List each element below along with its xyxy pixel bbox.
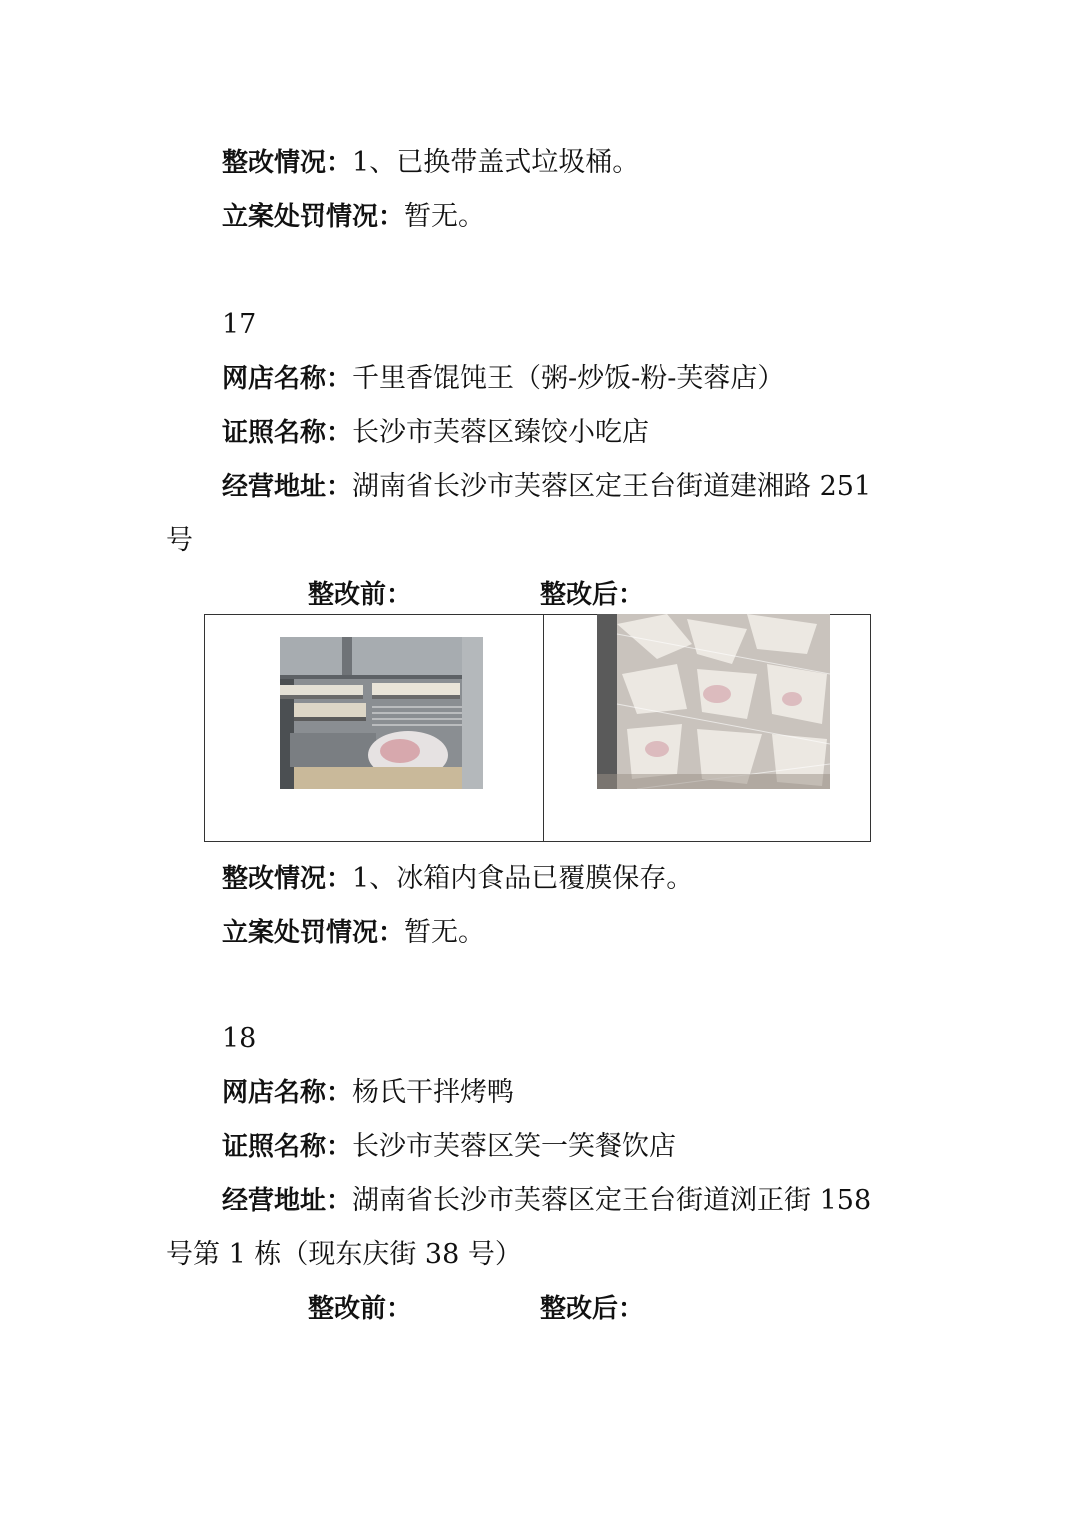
- penalty-label: 立案处罚情况：: [222, 918, 405, 948]
- shop-name-line: [222, 364, 784, 394]
- table-divider: [543, 615, 544, 841]
- shop-name-line: [222, 1078, 514, 1108]
- penalty-value: 暂无。: [404, 917, 486, 948]
- license-line: [222, 418, 649, 448]
- license-value: 长沙市芙蓉区臻饺小吃店: [352, 417, 650, 448]
- rectification-value: 1、冰箱内食品已覆膜保存。: [352, 863, 694, 894]
- address-label: 经营地址：: [222, 472, 353, 502]
- rectification-line: [222, 864, 693, 894]
- penalty-label: 立案处罚情况：: [222, 202, 405, 232]
- shop-name-label: 网店名称：: [222, 1078, 353, 1108]
- rectification-label: 整改情况：: [222, 148, 353, 178]
- address-value: 湖南省长沙市芙蓉区定王台街道建湘路 251: [352, 471, 872, 502]
- address-line: [222, 472, 871, 502]
- after-photo: [597, 614, 830, 789]
- rectification-value: 1、已换带盖式垃圾桶。: [352, 147, 640, 178]
- rectification-line: [222, 148, 639, 178]
- before-photo: [280, 637, 483, 789]
- address-continuation: 号: [166, 525, 193, 556]
- shop-name-value: 杨氏干拌烤鸭: [352, 1077, 515, 1108]
- license-label: 证照名称：: [222, 418, 353, 448]
- address-continuation: 号第 1 栋（现东庆街 38 号）: [166, 1239, 522, 1270]
- shop-name-label: 网店名称：: [222, 364, 353, 394]
- before-caption: 整改前：: [308, 580, 413, 610]
- license-label: 证照名称：: [222, 1132, 353, 1162]
- address-value: 湖南省长沙市芙蓉区定王台街道浏正街 158: [352, 1185, 872, 1216]
- license-line: [222, 1132, 676, 1162]
- after-caption: 整改后：: [540, 580, 645, 610]
- entry-number: 17: [222, 309, 257, 340]
- license-value: 长沙市芙蓉区笑一笑餐饮店: [352, 1131, 677, 1162]
- penalty-line: [222, 202, 485, 232]
- rectification-label: 整改情况：: [222, 864, 353, 894]
- penalty-line: [222, 918, 485, 948]
- after-caption: 整改后：: [540, 1294, 645, 1324]
- before-caption: 整改前：: [308, 1294, 413, 1324]
- address-label: 经营地址：: [222, 1186, 353, 1216]
- entry-number: 18: [222, 1023, 257, 1054]
- address-line: [222, 1186, 871, 1216]
- shop-name-value: 千里香馄饨王（粥-炒饭-粉-芙蓉店）: [352, 363, 785, 394]
- penalty-value: 暂无。: [404, 201, 486, 232]
